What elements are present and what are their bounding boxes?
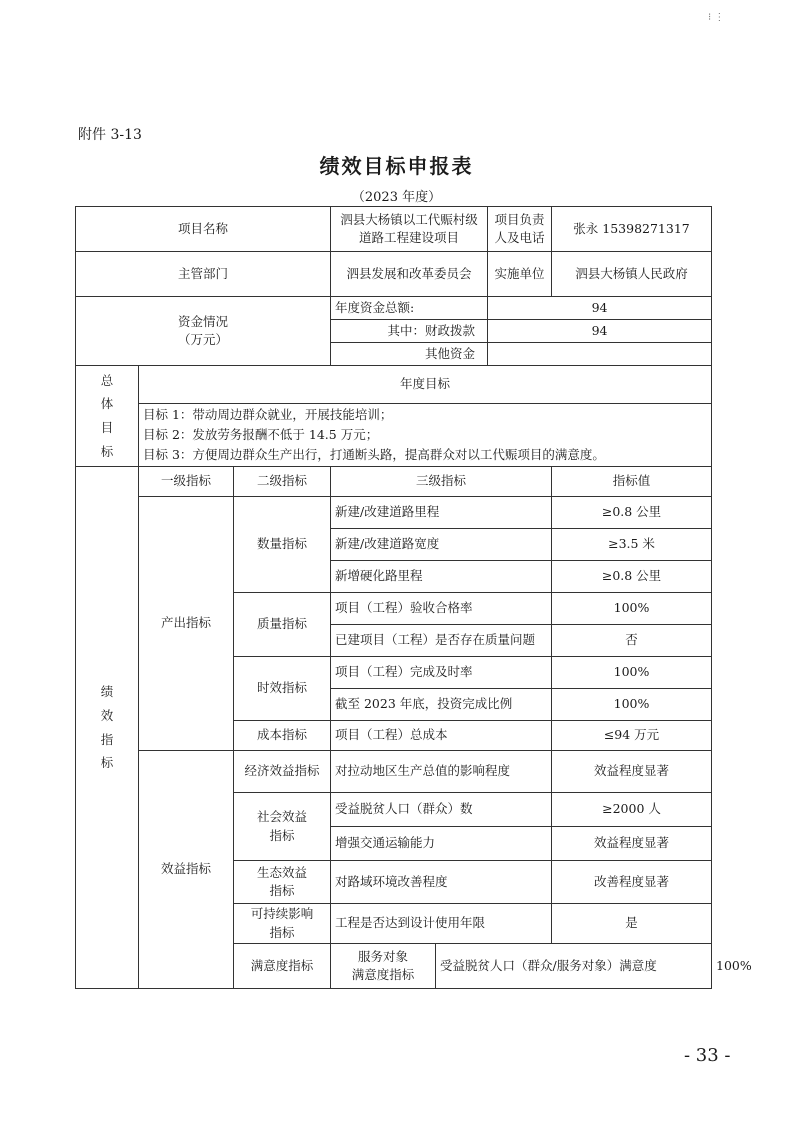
leader-label: 项目负责人及电话 [488, 207, 552, 252]
col-level1: 一级指标 [139, 467, 234, 497]
col-level2: 二级指标 [234, 467, 331, 497]
scan-mark: ⁝ ⋮ [708, 12, 725, 23]
row-department [76, 252, 712, 297]
t1-value: 100% [552, 657, 712, 689]
attachment-label: 附件 3-13 [78, 127, 142, 143]
eco1-value: 改善程度显著 [552, 861, 712, 904]
row-indicator-header [76, 467, 712, 497]
social-indicator: 社会效益 指标 [234, 793, 331, 861]
fund-finance-label: 其中：财政拨款 [331, 320, 488, 343]
fund-total-label: 年度资金总额: [331, 297, 488, 320]
q2-name: 新建/改建道路宽度 [331, 529, 552, 561]
q3-value: ≥0.8 公里 [552, 561, 712, 593]
year-label: （2023 年度） [351, 190, 442, 205]
col-level3: 三级指标 [331, 467, 552, 497]
s2-name: 增强交通运输能力 [331, 827, 552, 861]
page-number: - 33 - [684, 1045, 731, 1066]
project-name-label: 项目名称 [76, 207, 331, 252]
table-row [76, 751, 712, 793]
timeliness-indicator: 时效指标 [234, 657, 331, 721]
fund-finance-value: 94 [488, 320, 712, 343]
fund-total-value: 94 [488, 297, 712, 320]
ql1-name: 项目（工程）验收合格率 [331, 593, 552, 625]
sustainable-indicator: 可持续影响 指标 [234, 904, 331, 944]
goal-item-3: 目标 3：方便周边群众生产出行，打通断头路，提高群众对以工代赈项目的满意度。 [143, 447, 605, 462]
goals-content [139, 404, 712, 467]
dept-value: 泗县发展和改革委员会 [331, 252, 488, 297]
c1-name: 项目（工程）总成本 [331, 721, 552, 751]
fund-label-line2: （万元） [177, 332, 228, 347]
s1-name: 受益脱贫人口（群众）数 [331, 793, 552, 827]
q2-value: ≥3.5 米 [552, 529, 712, 561]
fund-other-value [488, 343, 712, 366]
eco1-name: 对路域环境改善程度 [331, 861, 552, 904]
e1-name: 对拉动地区生产总值的影响程度 [331, 751, 552, 793]
ql1-value: 100% [552, 593, 712, 625]
indicators-side-label: 绩 效 指 标 [76, 467, 139, 989]
impl-value: 泗县大杨镇人民政府 [552, 252, 712, 297]
ql2-name: 已建项目（工程）是否存在质量问题 [331, 625, 552, 657]
q1-name: 新建/改建道路里程 [331, 497, 552, 529]
ql2-value: 否 [552, 625, 712, 657]
dept-label: 主管部门 [76, 252, 331, 297]
t2-name: 截至 2023 年底，投资完成比例 [331, 689, 552, 721]
row-goals-header [76, 366, 712, 404]
project-name-value: 泗县大杨镇以工代赈村级道路工程建设项目 [331, 207, 488, 252]
service-satisfaction-indicator: 服务对象 满意度指标 [331, 944, 436, 989]
sus1-name: 工程是否达到设计使用年限 [331, 904, 552, 944]
satisfaction-indicator: 满意度指标 [234, 944, 331, 989]
quantity-indicator: 数量指标 [234, 497, 331, 593]
impl-label: 实施单位 [488, 252, 552, 297]
sus1-value: 是 [552, 904, 712, 944]
performance-table [75, 206, 752, 989]
output-indicator: 产出指标 [139, 497, 234, 751]
row-fund-total [76, 297, 712, 320]
row-goals-content [76, 404, 712, 467]
s1-value: ≥2000 人 [552, 793, 712, 827]
goals-header: 年度目标 [139, 366, 712, 404]
page-title: 绩效目标申报表 [319, 154, 474, 178]
fund-other-label: 其他资金 [331, 343, 488, 366]
benefit-indicator: 效益指标 [139, 751, 234, 989]
economic-indicator: 经济效益指标 [234, 751, 331, 793]
eco-indicator: 生态效益 指标 [234, 861, 331, 904]
fund-label-line1: 资金情况 [177, 313, 228, 329]
cost-indicator: 成本指标 [234, 721, 331, 751]
col-value: 指标值 [552, 467, 712, 497]
q3-name: 新增硬化路里程 [331, 561, 552, 593]
t1-name: 项目（工程）完成及时率 [331, 657, 552, 689]
leader-value: 张永 15398271317 [552, 207, 712, 252]
sat1-name: 受益脱贫人口（群众/服务对象）满意度 [436, 944, 712, 989]
quality-indicator: 质量指标 [234, 593, 331, 657]
c1-value: ≤94 万元 [552, 721, 712, 751]
table-row: 满意度指标 服务对象 满意度指标 受益脱贫人口（群众/服务对象）满意度 100% [76, 944, 712, 989]
fund-label [76, 297, 331, 366]
s2-value: 效益程度显著 [552, 827, 712, 861]
goal-item-1: 目标 1：带动周边群众就业，开展技能培训； [143, 407, 393, 422]
row-project-name [76, 207, 712, 252]
goal-item-2: 目标 2：发放劳务报酬不低于 14.5 万元； [143, 427, 379, 442]
t2-value: 100% [552, 689, 712, 721]
table-row [76, 497, 712, 529]
goals-side-label: 总 体 目 标 [76, 366, 139, 467]
q1-value: ≥0.8 公里 [552, 497, 712, 529]
e1-value: 效益程度显著 [552, 751, 712, 793]
